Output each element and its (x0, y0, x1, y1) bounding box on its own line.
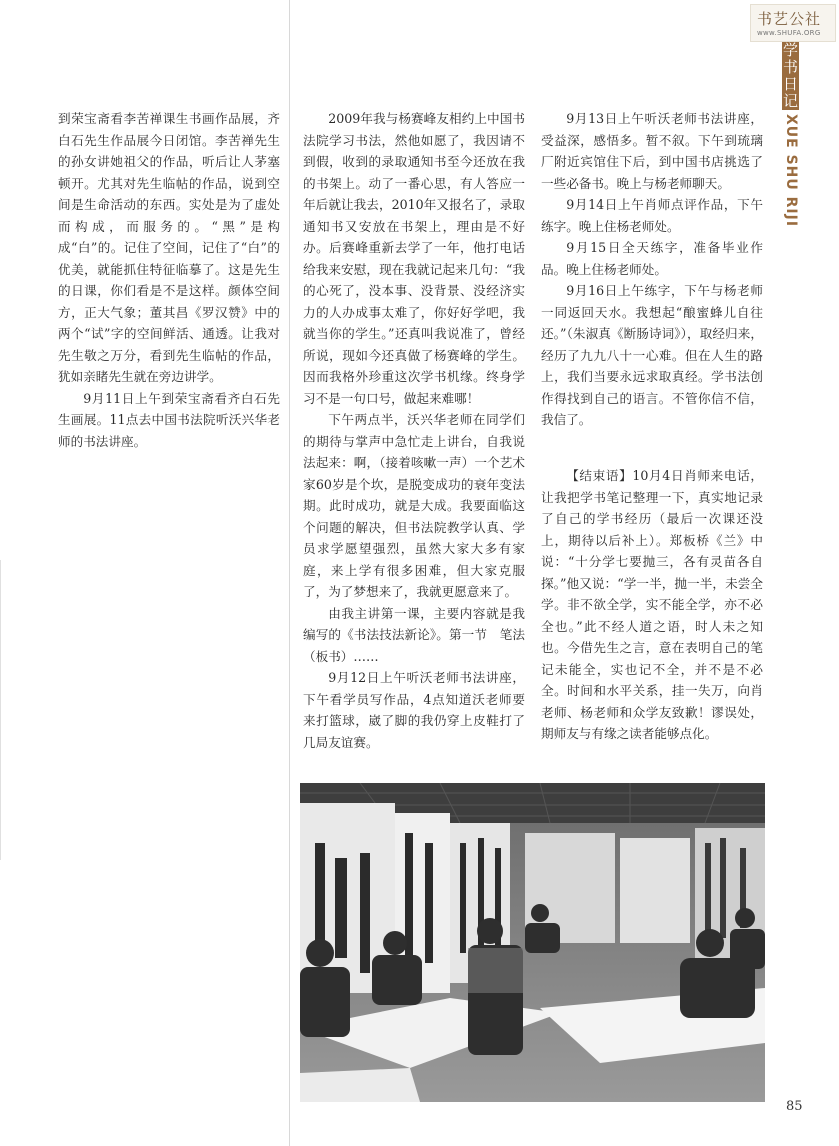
text-column-3 (541, 108, 763, 431)
text-column-1 (58, 108, 280, 452)
logo-text: 书艺公社 (757, 10, 822, 28)
margin-rule (0, 560, 1, 860)
paragraph: 2009年我与杨赛峰友相约上中国书法院学习书法，然他如愿了，我因请不到假，收到的录取通知书至今还放在我的书架上。动了一番心思，有人答应一年后就让我去，2010年又报名了，录取通知书又安放在书架上，理由是不好办。后赛峰重新去学了一年，他打电话给我来安慰，现在我就记起来几句：“我的心死了，没本事、没背景、没经济实力的人办成事太难了，你好好学吧，我就当你的学生。”还真叫我说准了，曾经所说，现如今还真做了杨赛峰的学生。因而我格外珍重这次学书机缘。终身学习不是一句口号，做起来难哪！ (303, 111, 525, 406)
classroom-photo (300, 783, 765, 1102)
paragraph: 到荣宝斋看李苦禅课生书画作品展，齐白石先生作品展今日闭馆。李苦禅先生的孙女讲她祖父的作品，听后让人茅塞顿开。尤其对先生临帖的作品，说到空间是生命活动的东西。实处是为了虚处而构成，而服务的。“黑”是构成“白”的。记住了空间，记住了“白”的优美，就能抓住特征临摹了。这是先生的日课，你们看是不是这样。颜体空间方，正大气象；董其昌《罗汉赞》中的两个“试”字的空间鲜活、通透。让我对先生敬之万分，看到先生临帖的作品，犹如亲睹先生就在旁边讲学。 (58, 111, 280, 384)
closing-remarks (541, 465, 763, 745)
paragraph: 下午两点半，沃兴华老师在同学们的期待与掌声中急忙走上讲台，自我说法起来：啊，（接着咳嗽一声）一个艺术家60岁是个坎，是脱变成功的衰年变法期。此时成功，就是大成。我要面临这个问题的解决，但书法院教学认真、学员求学愿望强烈，虽然大家大多有家庭，来上学有很多困难，但大家克服了，为了梦想来了，我就更愿意来了。 (303, 412, 525, 599)
paragraph: 9月13日上午听沃老师书法讲座，受益深，感悟多。暂不叙。下午到琉璃厂附近宾馆住下后，到中国书店挑选了一些必备书。晚上与杨老师聊天。 (541, 111, 763, 191)
text-column-2 (303, 108, 525, 753)
section-title: 学书日记 (782, 41, 798, 110)
paragraph: 9月16日上午练字，下午与杨老师一同返回天水。我想起“酿蜜蜂儿自往还。”（朱淑真《断肠诗词》），取经归来，经历了九九八十一心难。但在人生的路上，我们当要永远求取真经。学书法创作得找到自己的语言。不管你信不信，我信了。 (541, 283, 763, 427)
paragraph: 9月12日上午听沃老师书法讲座，下午看学员写作品，4点知道沃老师要来打篮球，崴了脚的我仍穿上皮鞋打了几局友谊赛。 (303, 670, 525, 750)
paragraph: 9月15日全天练字，准备毕业作品。晚上住杨老师处。 (541, 240, 763, 277)
column-divider (289, 0, 290, 1146)
paragraph: 【结束语】10月4日肖师来电话，让我把学书笔记整理一下，真实地记录了自己的学书经历（最后一次课还没上，期待以后补上）。郑板桥《兰》中说：“十分学七要抛三，各有灵苗各自探。”他又说：“学一半，抛一半，未尝全学。非不欲全学，实不能全学，亦不必全也。”此不经人道之语，时人未之知也。今借先生之言，意在表明自己的笔记未能全，实也记不全，并不是不必全。时间和水平关系，挂一失万，向肖老师、杨老师和众学友致歉！谬误处，期师友与有缘之读者能够点化。 (541, 468, 763, 741)
paragraph: 9月11日上午到荣宝斋看齐白石先生画展。11点去中国书法院听沃兴华老师的书法讲座。 (58, 390, 280, 449)
section-pinyin: XUE SHU RIJI (783, 114, 799, 228)
paragraph: 由我主讲第一课，主要内容就是我编写的《书法技法新论》。第一节 笔法（板书）…… (303, 605, 525, 664)
paragraph: 9月14日上午肖师点评作品，下午练字。晚上住杨老师处。 (541, 197, 763, 234)
page-number: 85 (786, 1099, 803, 1114)
classroom-photo-illustration (300, 783, 765, 1102)
logo-url: www.SHUFA.ORG (757, 29, 821, 37)
site-logo[interactable] (750, 4, 836, 42)
